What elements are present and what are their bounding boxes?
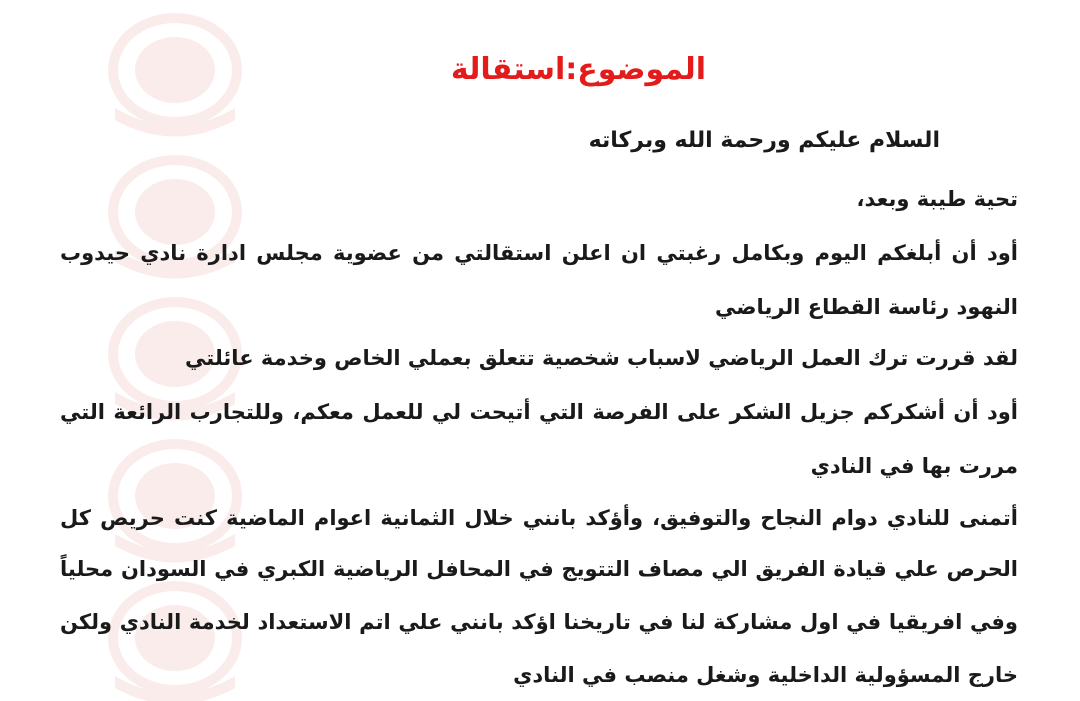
body-line-2: أود أن أبلغكم اليوم وبكامل رغبتي ان اعلن استقالتي من عضوية مجلس ادارة نادي حيدوب xyxy=(60,241,1018,265)
body-line-3: النهود رئاسة القطاع الرياضي xyxy=(715,295,1018,319)
body-line-9: وفي افريقيا في اول مشاركة لنا في تاريخنا اؤكد بانني علي اتم الاستعداد لخدمة النادي ولكن xyxy=(60,610,1018,634)
greeting-line: السلام عليكم ورحمة الله وبركاته xyxy=(588,128,940,153)
body-line-7: أتمنى للنادي دوام النجاح والتوفيق، وأؤكد بانني خلال الثمانية اعوام الماضية كنت حريص كل xyxy=(60,506,1018,530)
body-line-5: أود أن أشكركم جزيل الشكر على الفرصة التي أتيحت لي للعمل معكم، وللتجارب الرائعة التي xyxy=(60,400,1018,424)
subject-title: الموضوع:استقالة xyxy=(450,52,706,87)
body-line-10: خارج المسؤولية الداخلية وشغل منصب في النادي xyxy=(513,663,1018,687)
body-line-8: الحرص علي قيادة الفريق الي مصاف التتويج في المحافل الرياضية الكبري في السودان محلياً xyxy=(60,557,1018,581)
body-line-6: مررت بها في النادي xyxy=(810,454,1018,478)
body-line-1: تحية طيبة وبعد، xyxy=(856,187,1018,211)
body-line-4: لقد قررت ترك العمل الرياضي لاسباب شخصية تتعلق بعملي الخاص وخدمة عائلتي xyxy=(185,346,1018,370)
